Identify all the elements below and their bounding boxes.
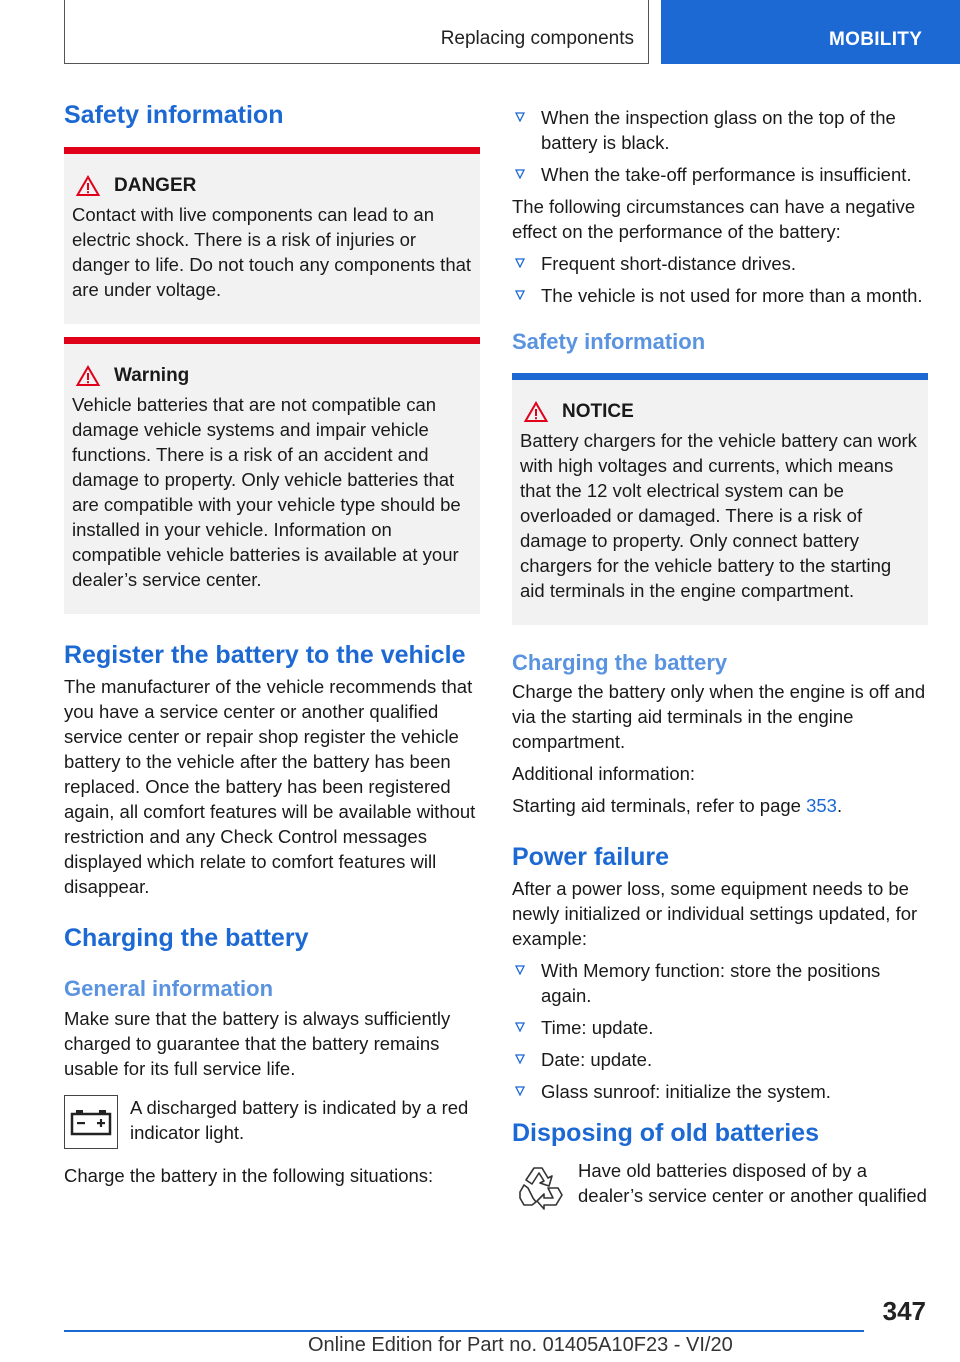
register-battery-heading: Register the battery to the vehicle [64, 641, 466, 669]
battery-indicator-row [64, 1095, 480, 1149]
notice-box [512, 373, 928, 625]
warning-triangle-icon [76, 365, 100, 387]
charging-battery-subheading: Charging the battery [512, 650, 728, 675]
starting-aid-reference: Starting aid terminals, refer to page 353. [512, 795, 843, 816]
warning-triangle-icon [76, 175, 100, 197]
left-column [64, 100, 480, 1188]
bullet-triangle-icon [515, 1022, 525, 1032]
discharged-battery-text: A discharged battery is indicated by a red indicator light. [130, 1097, 469, 1143]
warning-box [64, 337, 480, 614]
danger-box [64, 147, 480, 324]
danger-text: Contact with live components can lead to an electric shock. There is a risk of injuries or danger to life. Do not touch any components that are under voltage. [72, 204, 472, 300]
warning-text: Vehicle batteries that are not compatible can damage vehicle systems and impair vehicle functions. There is a risk of an accident and damage to property. Only vehicle batteries that are compatible with your vehicle type should be installed in your vehicle. Information on compatible vehicle batteries is available at your dealer’s service center. [72, 394, 461, 590]
power-failure-text: After a power loss, some equipment needs to be newly initialized or individual settings updated, for example: [512, 878, 918, 949]
negative-effect-list [512, 251, 928, 308]
safety-information-heading-2: Safety information [512, 329, 706, 354]
bullet-triangle-icon [515, 290, 525, 300]
situations-intro: Charge the battery in the following situations: [64, 1165, 434, 1186]
notice-title [520, 400, 920, 424]
bullet-triangle-icon [515, 258, 525, 268]
right-column [512, 100, 928, 1214]
bullet-triangle-icon [515, 1054, 525, 1064]
warning-title [72, 364, 472, 388]
disposing-batteries-text: Have old batteries disposed of by a dealer’s service center or another qualified [578, 1160, 927, 1206]
disposing-batteries-heading: Disposing of old batteries [512, 1119, 819, 1147]
battery-icon [64, 1095, 118, 1149]
header-section-title: Replacing components [440, 28, 634, 49]
warning-label: Warning [114, 365, 190, 386]
charging-battery-heading: Charging the battery [64, 924, 309, 952]
situations-list [512, 105, 928, 187]
footer-divider [64, 1330, 864, 1332]
bullet-triangle-icon [515, 112, 525, 122]
list-item: With Memory function: store the positions again. [512, 958, 928, 1008]
list-item: Frequent short-distance drives. [512, 251, 928, 276]
bullet-triangle-icon [515, 1086, 525, 1096]
page-number: 347 [882, 1296, 926, 1326]
header-tab-mobility[interactable]: MOBILITY [661, 0, 960, 64]
charging-battery-text: Charge the battery only when the engine is off and via the starting aid terminals in the engine compartment. [512, 681, 926, 752]
list-item: The vehicle is not used for more than a month. [512, 283, 928, 308]
edition-text: Online Edition for Part no. 01405A10F23 - VI/20 [308, 1334, 733, 1356]
disposing-row [512, 1158, 928, 1214]
negative-effect-intro: The following circumstances can have a negative effect on the performance of the battery: [512, 196, 916, 242]
safety-information-heading: Safety information [64, 101, 284, 129]
bullet-triangle-icon [515, 965, 525, 975]
register-battery-text: The manufacturer of the vehicle recommends that you have a service center or another qualified service center or repair shop register the vehicle battery to the vehicle after the battery has been replaced. Once the battery has been registered again, all comfort features will be available without restriction and any Check Control messages displayed which relate to comfort features will disappear. [64, 676, 476, 897]
general-information-heading: General information [64, 976, 274, 1001]
additional-information-label: Additional information: [512, 763, 696, 784]
list-item: When the take-off performance is insufficient. [512, 162, 928, 187]
page-353-link[interactable]: 353 [806, 795, 837, 816]
notice-label: NOTICE [562, 401, 634, 422]
danger-title [72, 174, 472, 198]
power-failure-heading: Power failure [512, 843, 669, 871]
notice-text: Battery chargers for the vehicle battery can work with high voltages and currents, which means that the 12 volt electrical system can be overloaded or damaged. There is a risk of damage to property. Only connect battery chargers for the vehicle battery to the starting aid terminals in the engine compartment. [520, 430, 917, 601]
list-item: Time: update. [512, 1015, 928, 1040]
list-item: When the inspection glass on the top of the battery is black. [512, 105, 928, 155]
general-information-text: Make sure that the battery is always sufficiently charged to guarantee that the battery remains usable for its full service life. [64, 1008, 451, 1079]
power-failure-list [512, 958, 928, 1104]
bullet-triangle-icon [515, 169, 525, 179]
list-item: Date: update. [512, 1047, 928, 1072]
recycle-icon [512, 1158, 568, 1214]
danger-label: DANGER [114, 175, 197, 196]
warning-triangle-icon [524, 401, 548, 423]
list-item: Glass sunroof: initialize the system. [512, 1079, 928, 1104]
